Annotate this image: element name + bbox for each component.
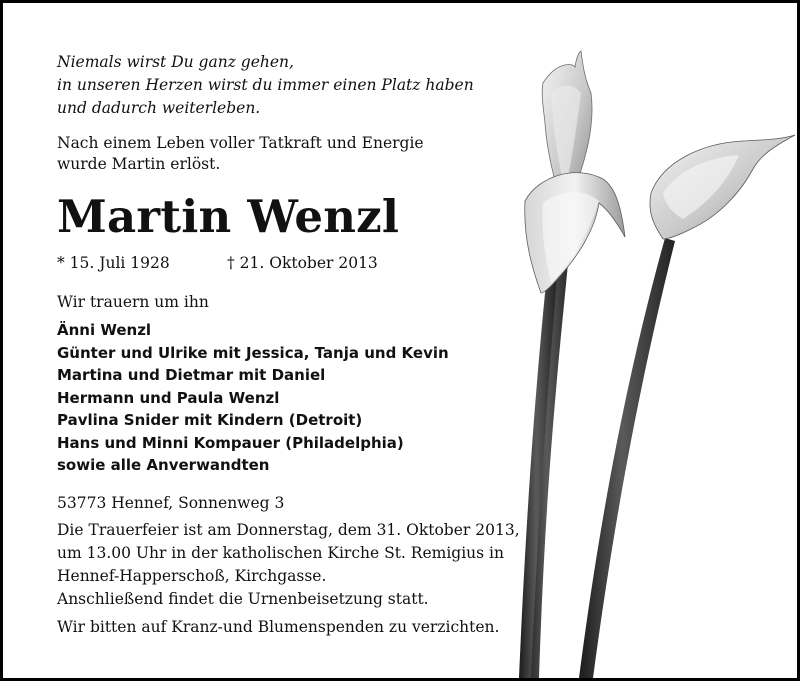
intro-line: Nach einem Leben voller Tatkraft und Energie [57, 134, 424, 152]
mourning-intro: Wir trauern um ihn [57, 293, 209, 311]
deceased-name: Martin Wenzl [57, 190, 400, 243]
address: 53773 Hennef, Sonnenweg 3 [57, 494, 285, 512]
mourner-line: Martina und Dietmar mit Daniel [57, 366, 326, 384]
death-date: † 21. Oktober 2013 [227, 254, 378, 272]
birth-date: * 15. Juli 1928 [57, 254, 170, 272]
ceremony-line: um 13.00 Uhr in der katholischen Kirche St. Remigius in [57, 544, 504, 562]
intro-line: wurde Martin erlöst. [57, 155, 221, 173]
mourner-line: Günter und Ulrike mit Jessica, Tanja und Kevin [57, 344, 449, 362]
mourner-line: Hans und Minni Kompauer (Philadelphia) [57, 434, 404, 452]
calla-lily-image [503, 43, 797, 678]
motto-line: und dadurch weiterleben. [57, 99, 261, 117]
ceremony-line: Anschließend findet die Urnenbeisetzung statt. [57, 590, 429, 608]
motto-line: in unseren Herzen wirst du immer einen Platz haben [57, 76, 474, 94]
mourner-line: sowie alle Anverwandten [57, 456, 270, 474]
ceremony-line: Hennef-Happerschoß, Kirchgasse. [57, 567, 327, 585]
mourner-line: Pavlina Snider mit Kindern (Detroit) [57, 411, 363, 429]
mourner-line: Änni Wenzl [57, 321, 152, 339]
ceremony-line: Die Trauerfeier ist am Donnerstag, dem 31. Oktober 2013, [57, 521, 520, 539]
motto-line: Niemals wirst Du ganz gehen, [57, 53, 294, 71]
mourner-line: Hermann und Paula Wenzl [57, 389, 280, 407]
request-line: Wir bitten auf Kranz-und Blumenspenden zu verzichten. [57, 618, 500, 636]
